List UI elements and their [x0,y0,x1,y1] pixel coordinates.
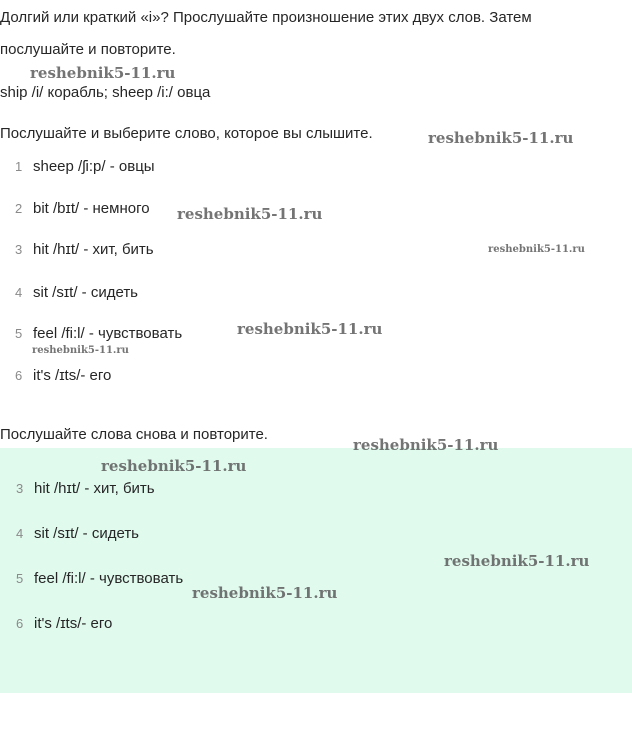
item-number: 3 [16,481,24,496]
intro-line-1: Долгий или краткий «i»? Прослушайте произношение этих двух слов. Затем [0,9,532,26]
item-text: sit /sɪt/ - сидеть [33,284,138,301]
watermark: reshebnik5-11.ru [428,129,574,147]
item-number: 5 [16,571,24,586]
item-text: feel /fi:l/ - чувствовать [33,325,183,342]
watermark: reshebnik5-11.ru [32,345,129,356]
intro-line-2: послушайте и повторите. [0,41,176,58]
section2-instruction: Послушайте слова снова и повторите. [0,426,268,443]
list-item [15,240,154,260]
watermark: reshebnik5-11.ru [101,457,247,475]
item-number: 6 [15,368,23,383]
item-number: 4 [16,526,24,541]
item-number: 2 [15,201,23,216]
watermark: reshebnik5-11.ru [177,205,323,223]
list-item [16,614,112,634]
watermark: reshebnik5-11.ru [488,244,585,255]
watermark: reshebnik5-11.ru [30,64,176,82]
item-number: 3 [15,242,23,257]
watermark: reshebnik5-11.ru [237,320,383,338]
item-number: 4 [15,285,23,300]
item-text: sit /sɪt/ - сидеть [34,525,139,542]
watermark: reshebnik5-11.ru [444,552,590,570]
item-text: hit /hɪt/ - хит, бить [34,480,155,497]
item-number: 6 [16,616,24,631]
list-item [15,324,182,344]
list-item [15,366,111,386]
item-text: sheep /ʃi:p/ - овцы [33,158,155,175]
list-item [15,283,138,303]
watermark: reshebnik5-11.ru [192,584,338,602]
section1-instruction: Послушайте и выберите слово, которое вы слышите. [0,125,373,142]
item-number: 5 [15,326,23,341]
item-number: 1 [15,159,23,174]
item-text: feel /fi:l/ - чувствовать [34,570,184,587]
item-text: bit /bɪt/ - немного [33,200,150,217]
item-text: it's /ɪts/- его [33,367,112,384]
list-item [16,479,155,499]
item-text: it's /ɪts/- его [34,615,113,632]
list-item [16,524,139,544]
list-item [15,157,155,177]
item-text: hit /hɪt/ - хит, бить [33,241,154,258]
intro-example: ship /i/ корабль; sheep /i:/ овца [0,84,211,101]
watermark: reshebnik5-11.ru [353,436,499,454]
list-item [15,199,150,219]
list-item [16,569,183,589]
